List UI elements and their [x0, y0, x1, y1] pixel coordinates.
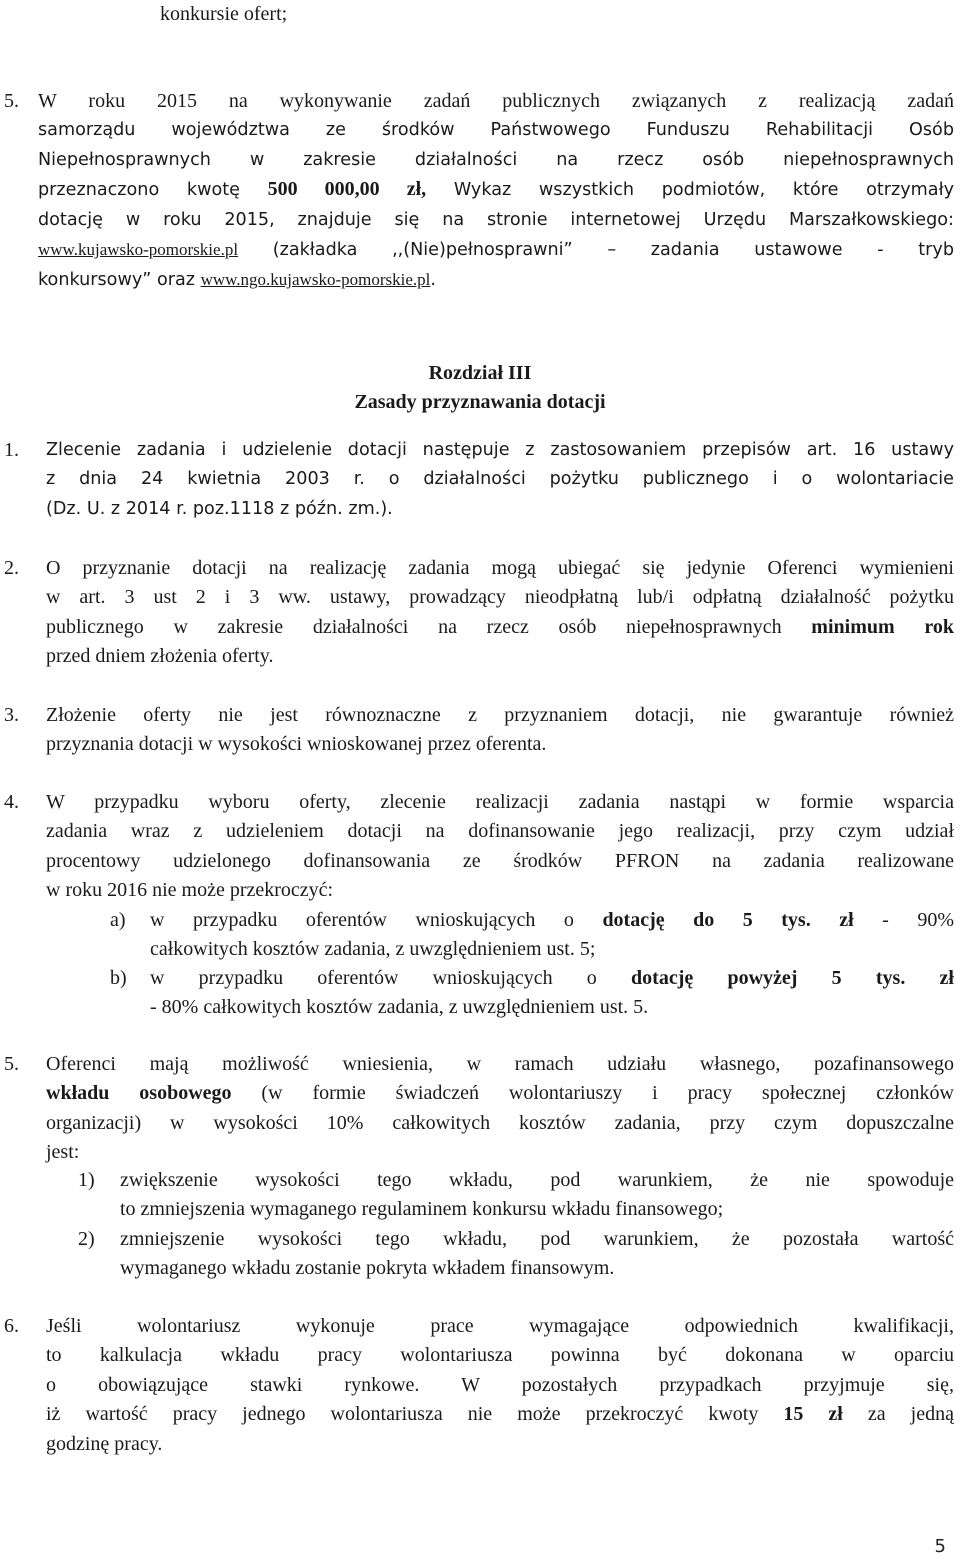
- rule-2: O przyznanie dotacji na realizację zadania mogą ubiegać się jedynie Oferenci wymienieni w art. 3 ust 2 i 3 ww. ustawy, prowadzący nieodpłatną lub/i odpłatną działalność pożytku publicznego w zakresie działalności na rzecz osób niepełnosprawnych minimum rok przed dniem złożenia oferty.: [46, 557, 954, 668]
- rule-4: W przypadku wyboru oferty, zlecenie realizacji zadania nastąpi w formie wsparcia zadania wraz z udzieleniem dotacji na dofinansowanie jego realizacji, przy czym udział procentowy udzielonego dofinansowania ze środków PFRON na zadania realizowane w roku 2016 nie może przekroczyć:: [46, 791, 954, 902]
- rule-6: Jeśli wolontariusz wykonuje prace wymagające odpowiednich kwalifikacji, to kalkulacja wkładu pracy wolontariusza powinna być dokonana w oparciu o obowiązujące stawki rynkowe. W pozostałych przypadkach przyjmuje się, iż wartość pracy jednego wolontariusza nie może przekroczyć kwoty 15 zł za jedną godzinę pracy.: [46, 1315, 954, 1455]
- list-number: 1.: [4, 439, 19, 461]
- top-line: konkursie ofert;: [160, 3, 288, 25]
- sub-item-label: b): [110, 967, 127, 989]
- list-number: 2.: [4, 557, 19, 579]
- rule-3: Złożenie oferty nie jest równoznaczne z przyznaniem dotacji, nie gwarantuje również przyznania dotacji w wysokości wnioskowanej przez oferenta.: [46, 704, 954, 756]
- sub-item-b: w przypadku oferentów wnioskujących o dotację powyżej 5 tys. zł - 80% całkowitych kosztów zadania, z uwzględnieniem ust. 5.: [150, 967, 954, 1019]
- sub-item-1: zwiększenie wysokości tego wkładu, pod warunkiem, że nie spowoduje to zmniejszenia wymaganego regulaminem konkursu wkładu finansowego;: [120, 1169, 954, 1221]
- paragraph-5: W roku 2015 na wykonywanie zadań publicznych związanych z realizacją zadań samorządu województwa ze środków Państwowego Funduszu Rehabilitacji Osób Niepełnosprawnych w zakresie działalności na rzecz osób niepełnosprawnych przeznaczono kwotę 500 000,00 zł, Wykaz wszystkich podmiotów, które otrzymały dotację w roku 2015, znajduje się na stronie internetowej Urzędu Marszałkowskiego: www.kujawsko-pomorskie.pl (zakładka ,,(Nie)pełnosprawni” – zadania ustawowe - tryb konkursowy” oraz www.ngo.kujawsko-pomorskie.pl.: [38, 90, 954, 291]
- list-number: 5.: [4, 90, 19, 112]
- page-number: 5: [934, 1536, 946, 1557]
- ngo-website-link[interactable]: www.ngo.kujawsko-pomorskie.pl: [200, 270, 431, 290]
- list-number: 3.: [4, 704, 19, 726]
- rule-1: Zlecenie zadania i udzielenie dotacji następuje z zastosowaniem przepisów art. 16 ustawy z dnia 24 kwietnia 2003 r. o działalności pożytku publicznego i o wolontariacie (Dz. U. z 2014 r. poz.1118 z późn. zm.).: [46, 440, 954, 519]
- website-link[interactable]: www.kujawsko-pomorskie.pl: [38, 240, 239, 260]
- chapter-heading: [0, 359, 960, 418]
- sub-item-label: a): [110, 909, 126, 931]
- list-number: 6.: [4, 1315, 19, 1337]
- sub-item-label: 2): [78, 1228, 95, 1250]
- sub-item-2: zmniejszenie wysokości tego wkładu, pod warunkiem, że pozostała wartość wymaganego wkładu zostanie pokryta wkładem finansowym.: [120, 1228, 954, 1280]
- list-number: 4.: [4, 791, 19, 813]
- sub-item-label: 1): [78, 1169, 95, 1191]
- list-number: 5.: [4, 1053, 19, 1075]
- chapter-subtitle: Zasady przyznawania dotacji: [354, 391, 606, 414]
- sub-item-a: w przypadku oferentów wnioskujących o dotację do 5 tys. zł - 90% całkowitych kosztów zadania, z uwzględnieniem ust. 5;: [150, 909, 955, 961]
- chapter-title: Rozdział III: [428, 362, 532, 384]
- rule-5: Oferenci mają możliwość wniesienia, w ramach udziału własnego, pozafinansowego wkładu osobowego (w formie świadczeń wolontariuszy i pracy społecznej członków organizacji) w wysokości 10% całkowitych kosztów zadania, przy czym dopuszczalne jest:: [46, 1053, 954, 1164]
